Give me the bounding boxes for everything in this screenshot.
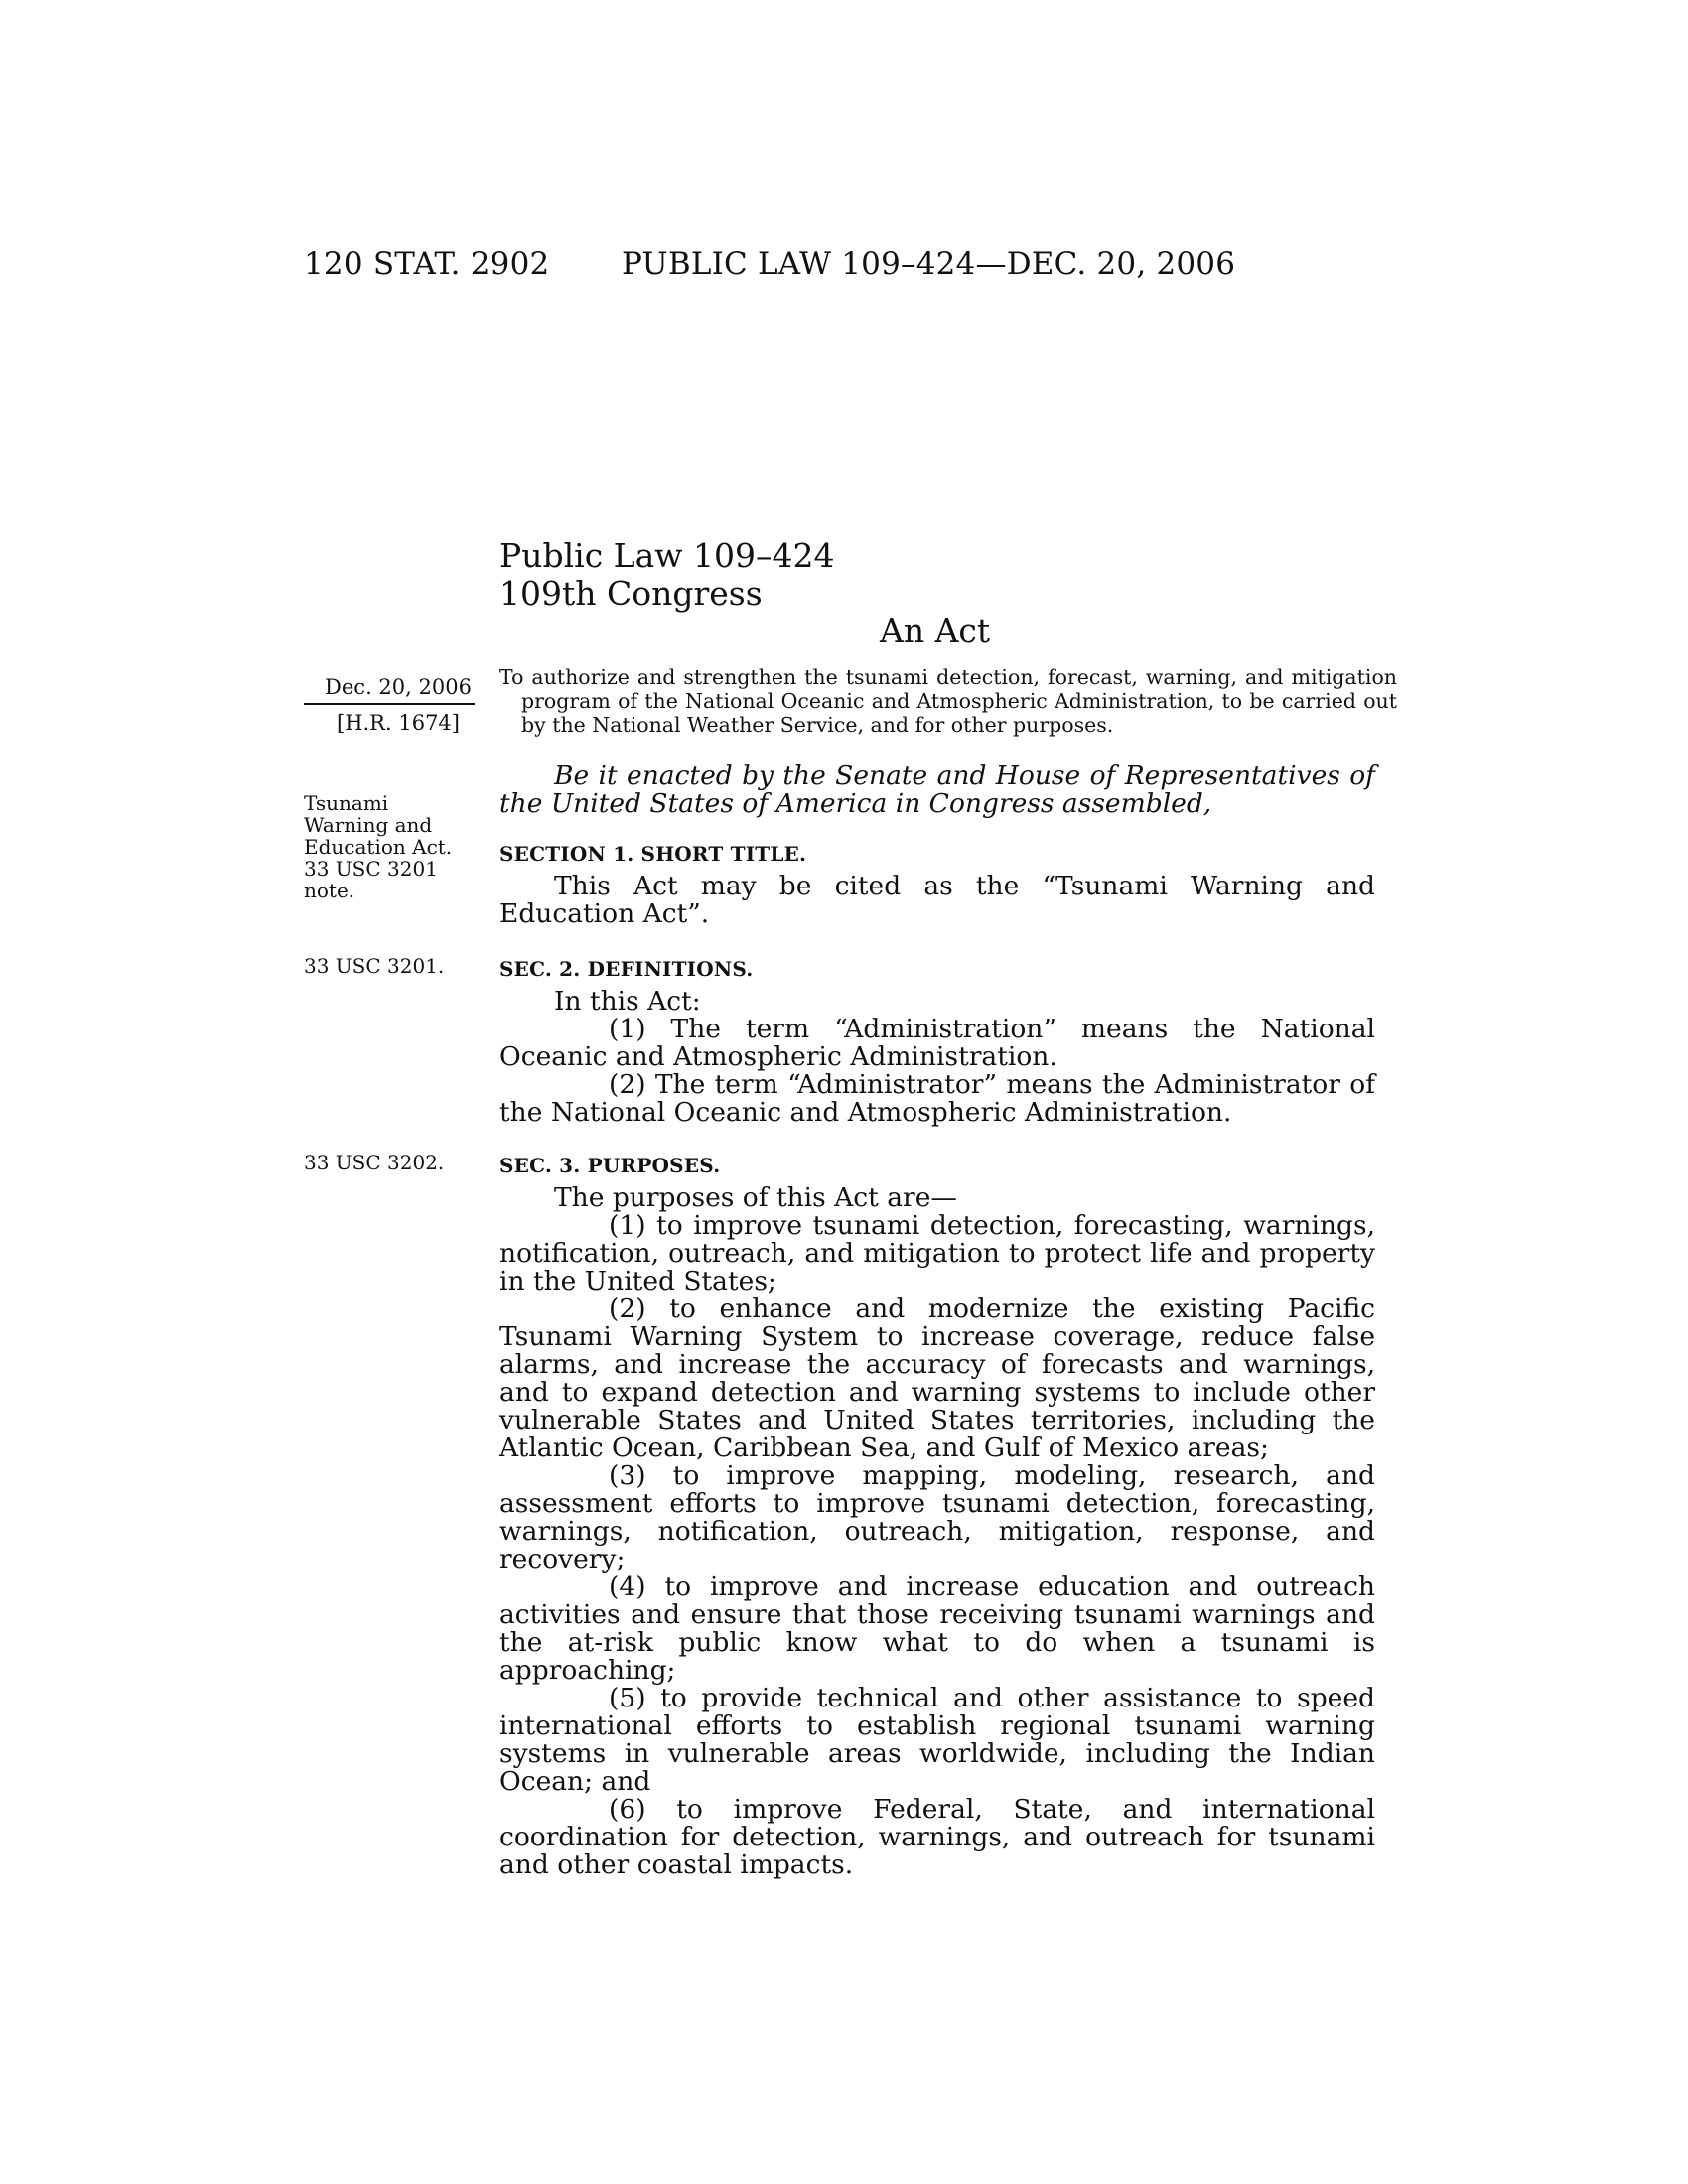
margin-note-line: note. bbox=[304, 879, 355, 902]
approval-date: Dec. 20, 2006 bbox=[325, 675, 472, 699]
margin-note-line: Education Act. bbox=[304, 835, 453, 859]
margin-note-line: 33 USC 3201 bbox=[304, 857, 438, 881]
definition-item: (1) The term “Administration” means the National Oceanic and Atmospheric Administration. bbox=[499, 1014, 1375, 1072]
purpose-item: (6) to improve Federal, State, and international coordination for detection, warnings, and outreach for tsunami and other coastal impacts. bbox=[499, 1794, 1375, 1880]
definition-item: (2) The term “Administrator” means the Administrator of the National Oceanic and Atmospheric Administration. bbox=[499, 1069, 1375, 1128]
margin-note-sec2: 33 USC 3201. bbox=[304, 954, 445, 978]
section-2-intro: In this Act: bbox=[554, 986, 701, 1017]
enacting-clause: Be it enacted by the Senate and House of Representatives of the United States of America in Congress assembled, bbox=[499, 760, 1375, 819]
section-3-intro: The purposes of this Act are— bbox=[554, 1182, 957, 1213]
bill-number: [H.R. 1674] bbox=[337, 711, 460, 735]
section-2-heading: SEC. 2. DEFINITIONS. bbox=[499, 957, 754, 981]
margin-note-line: Warning and bbox=[304, 813, 433, 837]
running-title: PUBLIC LAW 109–424—DEC. 20, 2006 bbox=[622, 246, 1236, 282]
section-1-text: This Act may be cited as the “Tsunami Warning and Education Act”. bbox=[499, 871, 1375, 929]
purpose-item: (4) to improve and increase education and outreach activities and ensure that those receiving tsunami warnings and the at-risk public know what to do when a tsunami is approaching; bbox=[499, 1571, 1375, 1686]
long-title: To authorize and strengthen the tsunami detection, forecast, warning, and mitigation program of the National Oceanic and Atmospheric Administration, to be carried out by the National Weather Service, and for other purposes. bbox=[499, 665, 1397, 737]
margin-note-sec3: 33 USC 3202. bbox=[304, 1151, 445, 1174]
law-number: Public Law 109–424 bbox=[499, 536, 835, 575]
section-3-heading: SEC. 3. PURPOSES. bbox=[499, 1154, 721, 1177]
margin-note-short-title bbox=[304, 792, 452, 901]
purpose-item: (5) to provide technical and other assistance to speed international efforts to establish regional tsunami warning systems in vulnerable areas worldwide, including the Indian Ocean; and bbox=[499, 1683, 1375, 1797]
purpose-item: (2) to enhance and modernize the existing Pacific Tsunami Warning System to increase coverage, reduce false alarms, and increase the accuracy of forecasts and warnings, and to expand detection and warning systems to include other vulnerable States and United States territories, including the Atlantic Ocean, Caribbean Sea, and Gulf of Mexico areas; bbox=[499, 1294, 1375, 1463]
purpose-item: (3) to improve mapping, modeling, research, and assessment efforts to improve tsunami detection, forecasting, warnings, notification, outreach, mitigation, response, and recovery; bbox=[499, 1460, 1375, 1574]
approval-divider bbox=[304, 703, 475, 705]
purpose-item: (1) to improve tsunami detection, forecasting, warnings, notification, outreach, and mitigation to protect life and property in the United States; bbox=[499, 1210, 1375, 1297]
congress: 109th Congress bbox=[499, 574, 763, 613]
an-act-heading: An Act bbox=[880, 612, 991, 650]
stat-reference: 120 STAT. 2902 bbox=[304, 246, 550, 282]
section-1-heading: SECTION 1. SHORT TITLE. bbox=[499, 842, 807, 866]
margin-note-line: Tsunami bbox=[304, 791, 389, 815]
